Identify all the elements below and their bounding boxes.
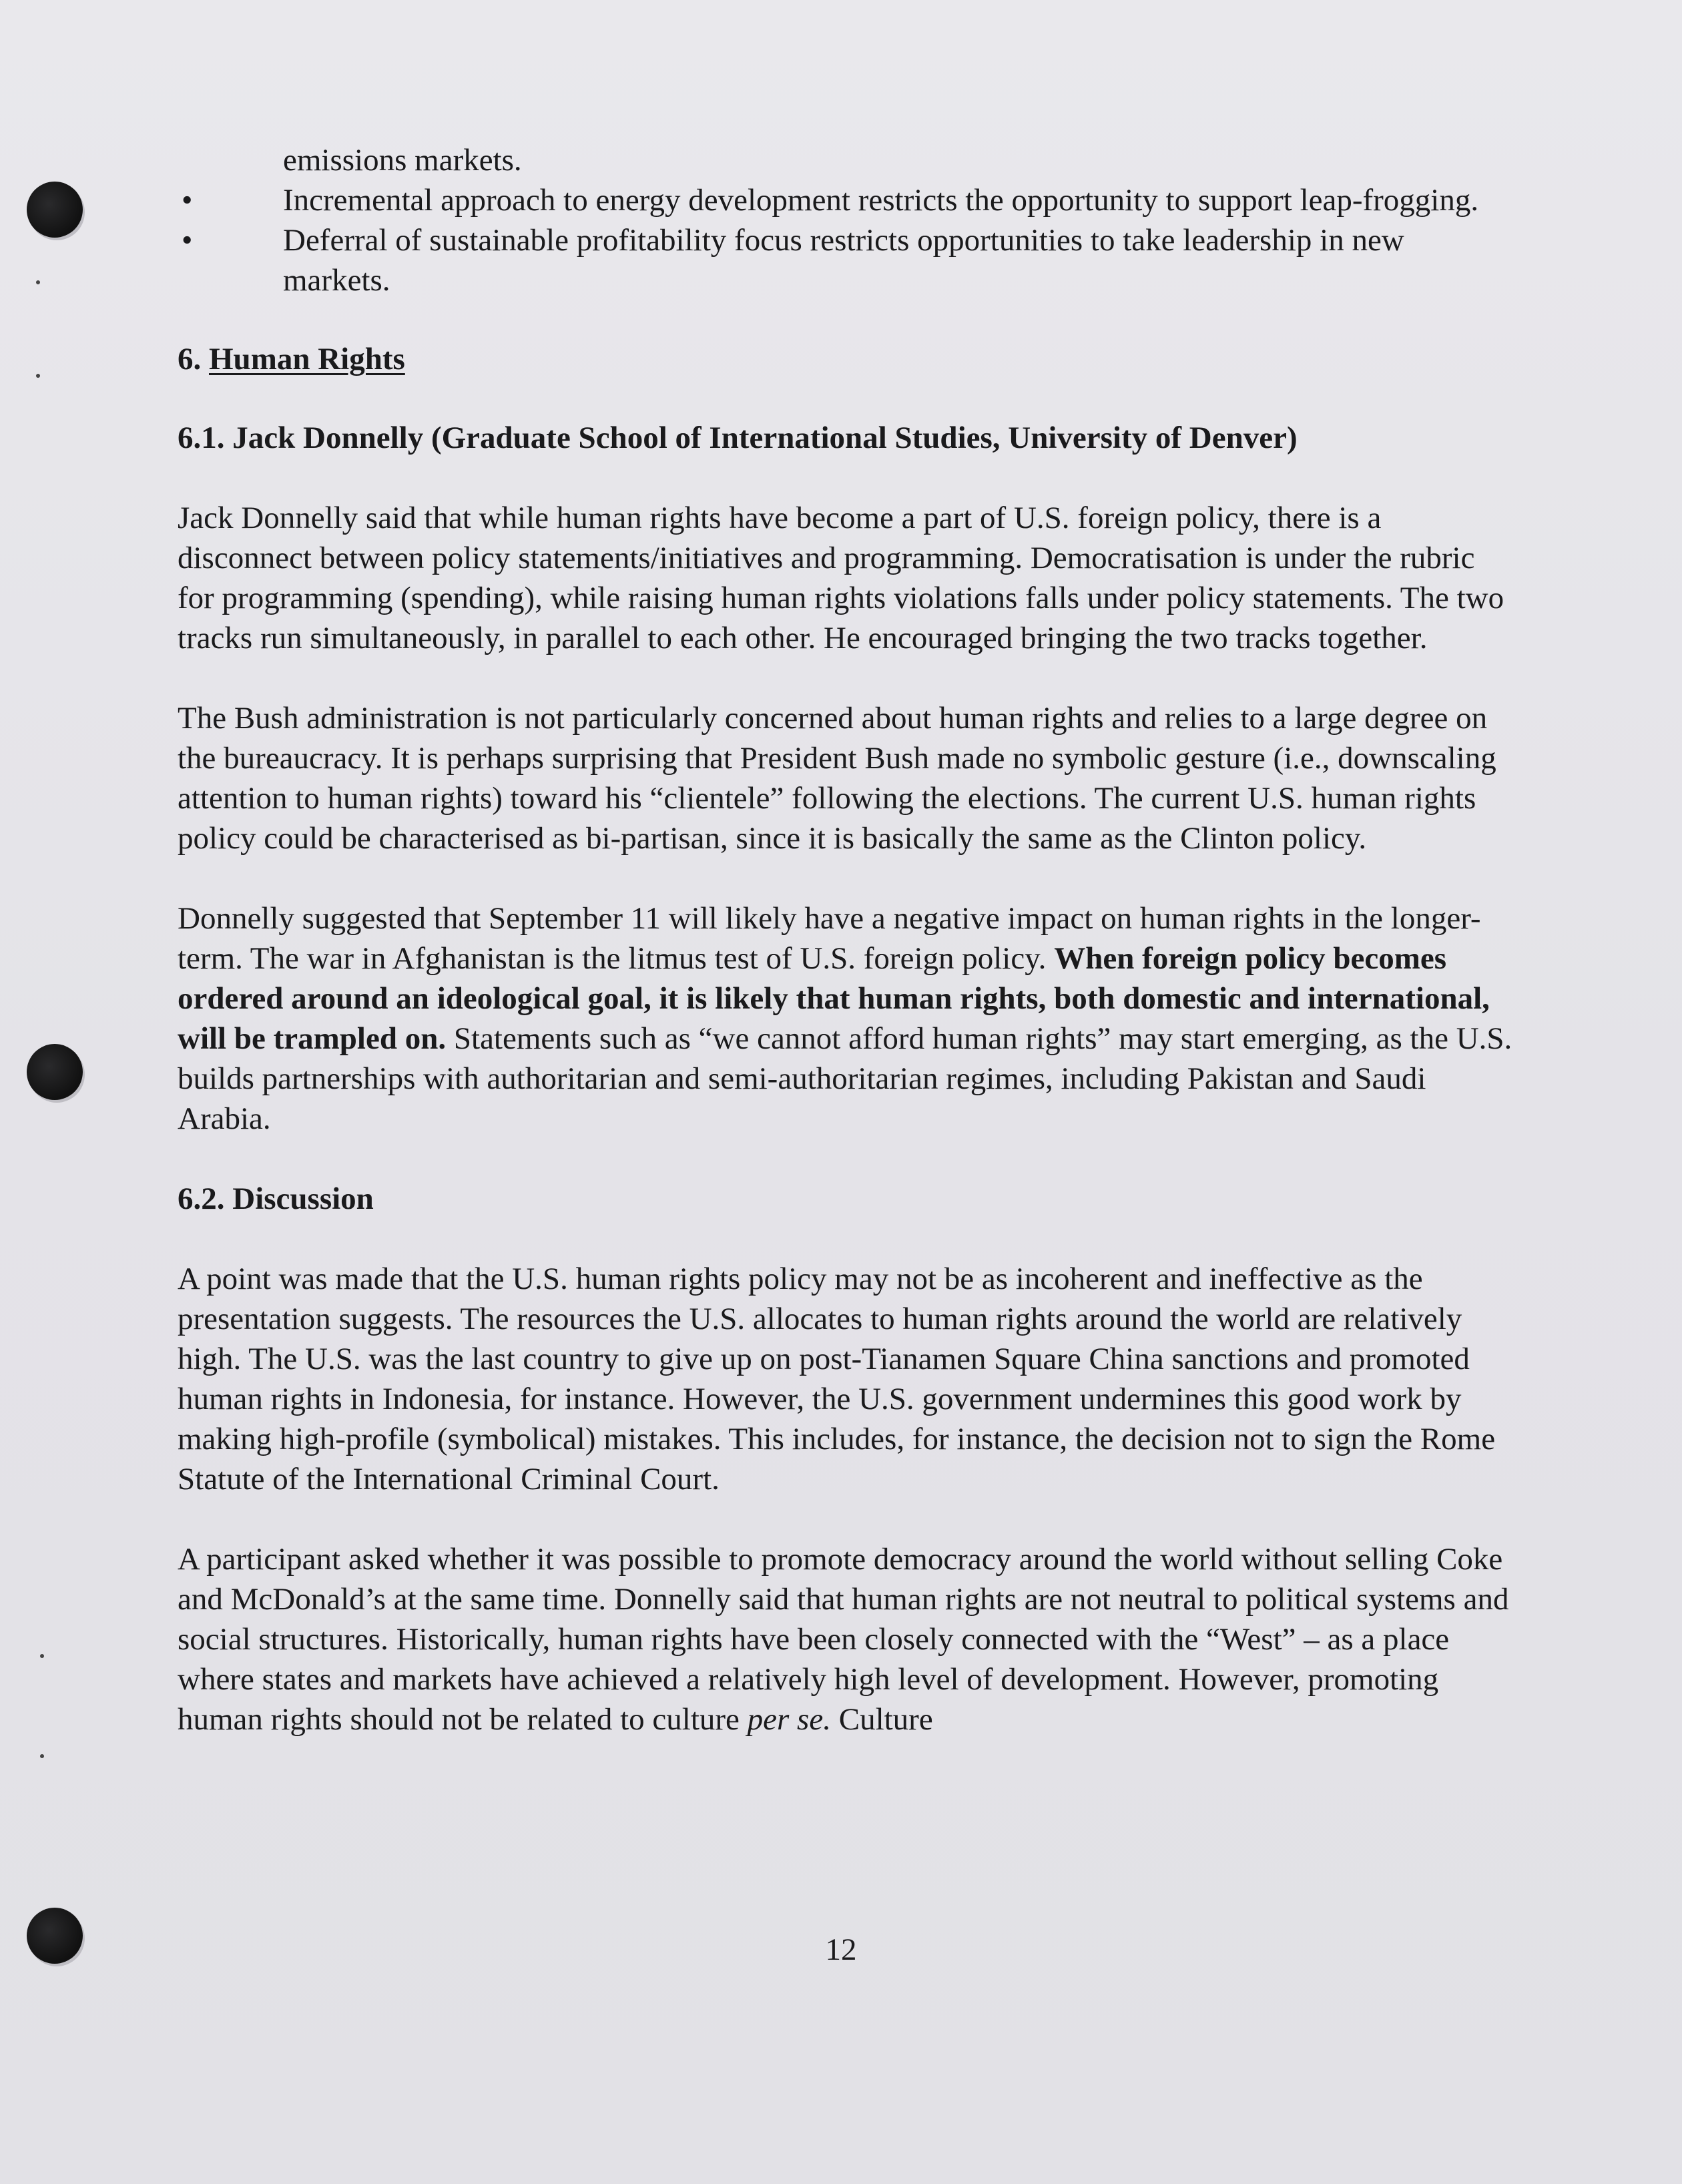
- emphasized-text: When foreign policy becomes ordered around an ideological goal, it is likely that human rights, both domestic and international, will be trampled on.: [178, 941, 1490, 1056]
- subsection-heading-discussion: 6.2. Discussion: [178, 1181, 374, 1216]
- list-item: [178, 180, 1512, 220]
- scan-speck: [36, 280, 40, 284]
- scan-speck: [40, 1754, 44, 1758]
- list-item-text: Deferral of sustainable profitability focus restricts opportunities to take leadership in new markets.: [283, 223, 1404, 298]
- paragraph-text: Statements such as “we cannot afford human rights” may start emerging, as the U.S. builds partnerships with authoritarian and semi-authoritarian regimes, including Pakistan and Saudi Arabia.: [178, 1021, 1512, 1136]
- paragraph: A point was made that the U.S. human rights policy may not be as incoherent and ineffective as the presentation suggests. The resources the U.S. allocates to human rights around the world are relatively high. The U.S. was the last country to give up on post-Tianamen Square China sanctions and promoted human rights in Indonesia, for instance. However, the U.S. government undermines this good work by making high-profile (symbolical) mistakes. This includes, for instance, the decision not to sign the Rome Statute of the International Criminal Court.: [178, 1262, 1496, 1496]
- paragraph-text: A participant asked whether it was possible to promote democracy around the world without selling Coke and McDonald’s at the same time. Donnelly said that human rights are not neutral to political systems and social structures. Historically, human rights have been closely connected with the “West” – as a place where states and markets have achieved a relatively high level of development. However, promoting human rights should not be related to culture: [178, 1542, 1509, 1737]
- paragraph: Jack Donnelly said that while human rights have become a part of U.S. foreign policy, there is a disconnect between policy statements/initiatives and programming. Democratisation is under the rubric for programming (spending), while raising human rights violations falls under policy statements. The two tracks run simultaneously, in parallel to each other. He encouraged bringing the two tracks together.: [178, 501, 1504, 655]
- subsection-heading-donnelly: 6.1. Jack Donnelly (Graduate School of International Studies, University of Denver): [178, 421, 1298, 455]
- binder-hole-top: [27, 182, 83, 238]
- bullet-marker: •: [182, 183, 193, 218]
- list-item: [178, 220, 1512, 300]
- bullet-marker: •: [182, 223, 193, 258]
- italic-text: per se.: [747, 1702, 831, 1737]
- document-body: [178, 140, 1512, 1739]
- scan-speck: [36, 374, 40, 378]
- paragraph-text: Donnelly suggested that September 11 will likely have a negative impact on human rights in the longer-term. The war in Afghanistan is the litmus test of U.S. foreign policy.: [178, 901, 1481, 976]
- section-heading-human-rights: [178, 339, 1512, 379]
- paragraph: The Bush administration is not particularly concerned about human rights and relies to a large degree on the bureaucracy. It is perhaps surprising that President Bush made no symbolic gesture (i.e., downscaling attention to human rights) toward his “clientele” following the elections. The current U.S. human rights policy could be characterised as bi-partisan, since it is basically the same as the Clinton policy.: [178, 701, 1496, 856]
- page-number: 12: [825, 1932, 857, 1967]
- paragraph: [178, 898, 1512, 1139]
- scan-speck: [40, 1654, 44, 1658]
- section-title: Human Rights: [209, 342, 405, 376]
- paragraph-text: Culture: [830, 1702, 933, 1737]
- section-number: 6.: [178, 342, 202, 376]
- bullet-continuation: emissions markets.: [283, 143, 522, 178]
- list-item-text: Incremental approach to energy development restricts the opportunity to support leap-frogging.: [283, 183, 1479, 218]
- bullet-list: [178, 180, 1512, 300]
- paragraph: [178, 1539, 1512, 1739]
- binder-hole-middle: [27, 1044, 83, 1100]
